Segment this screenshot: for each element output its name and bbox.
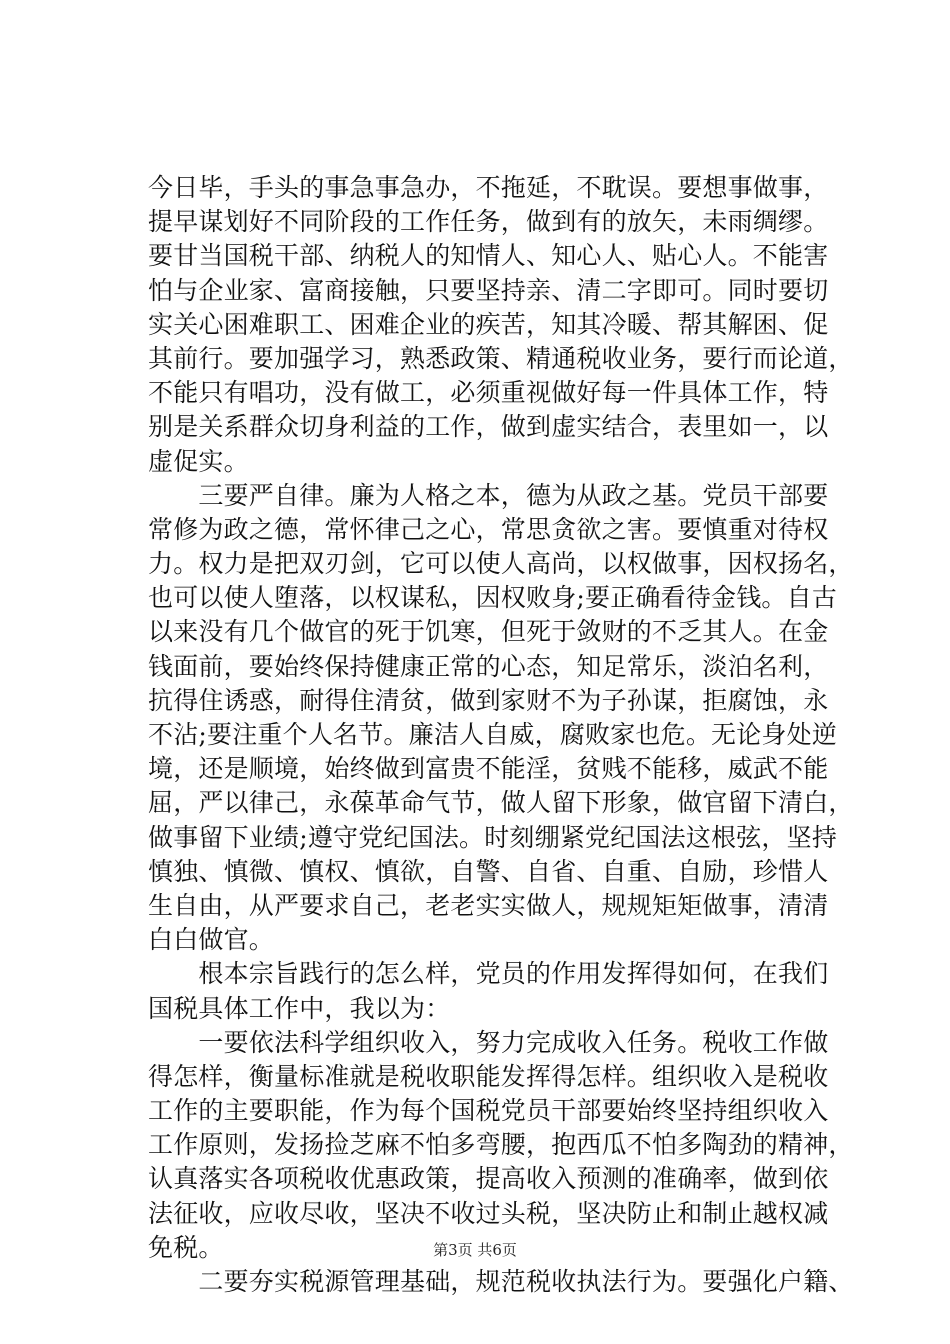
text-line: 不能只有唱功，没有做工，必须重视做好每一件具体工作，特: [148, 378, 829, 408]
text-line: 屈，严以律己，永葆革命气节，做人留下形象，做官留下清白，: [148, 788, 854, 818]
text-line: 常修为政之德，常怀律己之心，常思贪欲之害。要慎重对待权: [148, 514, 829, 544]
text-line: 钱面前，要始终保持健康正常的心态，知足常乐，淡泊名利，: [148, 651, 829, 681]
text-line: 境，还是顺境，始终做到富贵不能淫，贫贱不能移，威武不能: [148, 754, 829, 784]
text-line: 今日毕，手头的事急事急办，不拖延，不耽误。要想事做事，: [148, 173, 829, 202]
text-line: 免税。: [148, 1232, 224, 1262]
text-line: 力。权力是把双刃剑，它可以使人高尚，以权做事，因权扬名，: [148, 549, 854, 579]
text-line: 别是关系群众切身利益的工作，做到虚实结合，表里如一，以: [148, 412, 829, 442]
text-line: 法征收，应收尽收，坚决不收过头税，坚决防止和制止越权减: [148, 1198, 829, 1228]
text-line: 要甘当国税干部、纳税人的知情人、知心人、贴心人。不能害: [148, 241, 829, 271]
text-line: 生自由，从严要求自己，老老实实做人，规规矩矩做事，清清: [148, 890, 829, 920]
text-line: 得怎样，衡量标准就是税收职能发挥得怎样。组织收入是税收: [148, 1061, 829, 1091]
text-line: 怕与企业家、富商接触，只要坚持亲、清二字即可。同时要切: [148, 275, 829, 305]
text-line: 虚促实。: [148, 446, 249, 476]
text-line: 国税具体工作中，我以为：: [148, 993, 451, 1023]
text-line: 以来没有几个做官的死于饥寒，但死于敛财的不乏其人。在金: [148, 617, 829, 647]
text-line: 抗得住诱惑，耐得住清贫，做到家财不为子孙谋，拒腐蚀，永: [148, 685, 829, 715]
text-line: 做事留下业绩;遵守党纪国法。时刻绷紧党纪国法这根弦，坚持: [148, 822, 838, 852]
text-line: 实关心困难职工、困难企业的疾苦，知其冷暖、帮其解困、促: [148, 309, 829, 339]
text-line: 根本宗旨践行的怎么样，党员的作用发挥得如何，在我们: [148, 959, 829, 989]
text-line: 二要夯实税源管理基础，规范税收执法行为。要强化户籍、: [148, 1267, 854, 1296]
page-footer: 第3页 共6页: [433, 1241, 517, 1259]
text-line: 一要依法科学组织收入，努力完成收入任务。税收工作做: [148, 1027, 829, 1057]
text-line: 认真落实各项税收优惠政策，提高收入预测的准确率，做到依: [148, 1164, 829, 1194]
text-line: 工作的主要职能，作为每个国税党员干部要始终坚持组织收入: [148, 1096, 829, 1126]
text-line: 提早谋划好不同阶段的工作任务，做到有的放矢，未雨绸缪。: [148, 207, 829, 237]
text-line: 工作原则，发扬捡芝麻不怕多弯腰，抱西瓜不怕多陶劲的精神，: [148, 1130, 854, 1160]
text-line: 白白做官。: [148, 925, 275, 955]
text-line: 也可以使人堕落，以权谋私，因权败身;要正确看待金钱。自古: [148, 583, 838, 613]
text-line: 不沾;要注重个人名节。廉洁人自威，腐败家也危。无论身处逆: [148, 720, 838, 749]
text-line: 慎独、慎微、慎权、慎欲，自警、自省、自重、自励，珍惜人: [148, 856, 829, 886]
document-body: [148, 171, 854, 1299]
text-line: 三要严自律。廉为人格之本，德为从政之基。党员干部要: [148, 480, 829, 510]
text-line: 其前行。要加强学习，熟悉政策、精通税收业务，要行而论道，: [148, 343, 854, 373]
